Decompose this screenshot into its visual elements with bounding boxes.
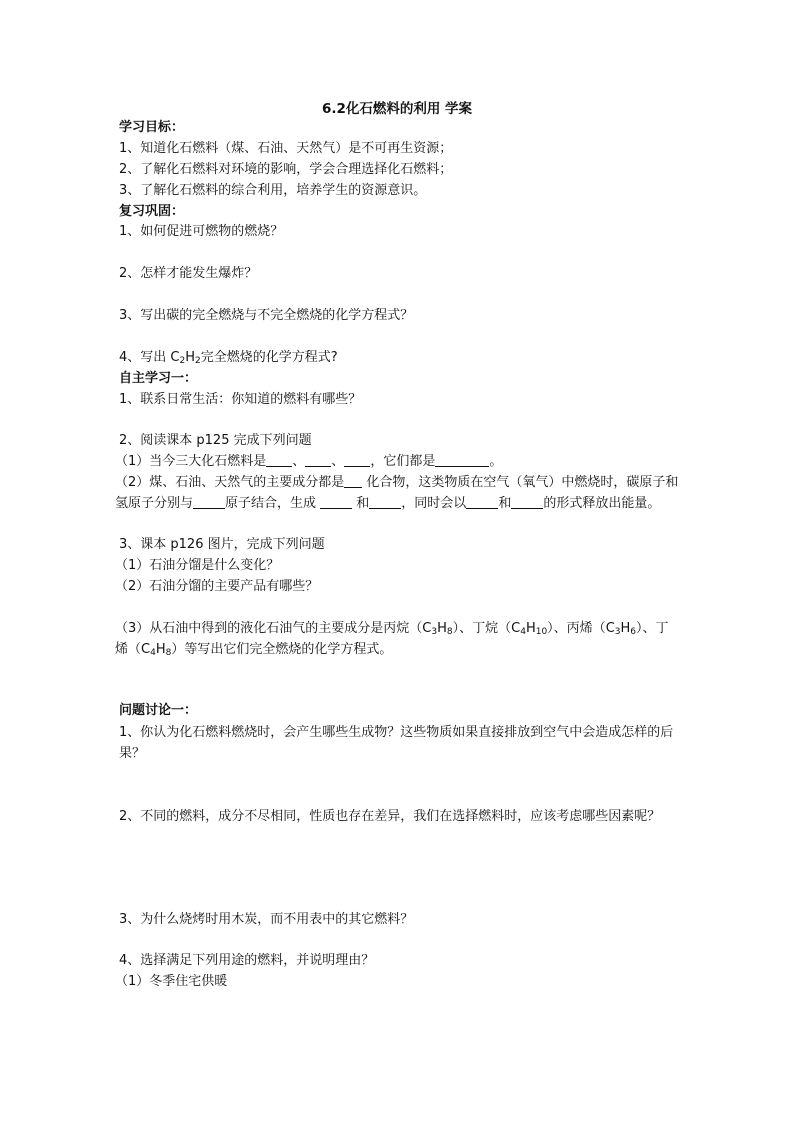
objective-item: 1、知道化石燃料（煤、石油、天然气）是不可再生资源； xyxy=(119,141,453,156)
self-study-question-3-1: （1）石油分馏是什么变化？ xyxy=(115,558,280,573)
self-study-question-1: 1、联系日常生活：你知道的燃料有哪些？ xyxy=(119,392,362,407)
question-text: （2）煤、石油、天然气的主要成分都是 xyxy=(115,475,345,490)
objective-item: 2、了解化石燃料对环境的影响，学会合理选择化石燃料； xyxy=(119,162,453,177)
answer-blank[interactable] xyxy=(344,452,370,467)
question-text: 和 xyxy=(498,496,512,511)
question-text: 、 xyxy=(331,454,345,469)
question-text: 和 xyxy=(352,496,370,511)
q4-text: H xyxy=(185,350,195,365)
review-question-3: 3、写出碳的完全燃烧与不完全燃烧的化学方程式？ xyxy=(119,308,414,323)
self-study-question-2-2 xyxy=(115,472,680,514)
question-text: ，它们都是 xyxy=(370,454,436,469)
question-text: （1）当今三大化石燃料是 xyxy=(115,454,267,469)
discussion-question-1: 1、你认为化石燃料燃烧时，会产生哪些生成物？这些物质如果直接排放到空气中会造成怎样的后果？ xyxy=(119,725,674,761)
review-question-4 xyxy=(119,348,338,368)
question-text: 。 xyxy=(489,454,503,469)
answer-blank[interactable] xyxy=(320,494,352,509)
discussion-question-4: 4、选择满足下列用途的燃料，并说明理由？ xyxy=(119,953,375,968)
discussion-question-2: 2、不同的燃料，成分不尽相同，性质也存在差异，我们在选择燃料时，应该考虑哪些因素呢？ xyxy=(119,809,661,824)
self-study-question-3: 3、课本 p126 图片，完成下列问题 xyxy=(119,537,325,552)
answer-blank[interactable] xyxy=(266,452,292,467)
review-question-2: 2、怎样才能发生爆炸？ xyxy=(119,266,258,281)
objective-item: 3、了解化石燃料的综合利用，培养学生的资源意识。 xyxy=(119,183,427,198)
self-study-question-2-1 xyxy=(115,452,502,472)
discussion-question-3: 3、为什么烧烤时用木炭，而不用表中的其它燃料？ xyxy=(119,912,414,927)
answer-blank[interactable] xyxy=(435,452,489,467)
question-text: 、 xyxy=(292,454,306,469)
question-text: 的形式释放出能量。 xyxy=(543,496,661,511)
self-study-question-3-3: （3）从石油中得到的液化石油气的主要成分是丙烷$(C_3H_8)$、丁烷$(C_4H_{10})$、丙烯$(C_3H_6)$、丁烯$(C_4H_8)$等写出它们完全燃烧的化学方程式。 xyxy=(115,621,669,658)
answer-blank[interactable] xyxy=(511,494,543,509)
discussion-heading: 问题讨论一： xyxy=(119,703,198,718)
self-study-heading: 自主学习一： xyxy=(119,371,198,386)
question-text: 原子结合，生成 xyxy=(225,496,321,511)
question-text: ，同时会以 xyxy=(401,496,467,511)
q4-text: 完全燃烧的化学方程式? xyxy=(200,350,338,365)
discussion-question-4-1: （1）冬季住宅供暖 xyxy=(115,974,228,989)
objectives-heading: 学习目标： xyxy=(119,120,185,135)
review-question-1: 1、如何促进可燃物的燃烧？ xyxy=(119,224,284,239)
answer-blank[interactable] xyxy=(344,473,362,488)
question-text: 化合物，这类物质在空气（氧气）中燃烧时，碳原子和氢原子分别与 xyxy=(115,475,679,511)
q4-subscript: 2 xyxy=(195,356,201,366)
answer-blank[interactable] xyxy=(466,494,498,509)
review-heading: 复习巩固： xyxy=(119,204,185,219)
self-study-question-3-2: （2）石油分馏的主要产品有哪些？ xyxy=(115,579,319,594)
q4-subscript: 2 xyxy=(179,356,186,366)
page-title: 6.2化石燃料的利用 学案 xyxy=(321,101,473,117)
answer-blank[interactable] xyxy=(305,452,331,467)
answer-blank[interactable] xyxy=(369,494,401,509)
self-study-question-2: 2、阅读课本 p125 完成下列问题 xyxy=(119,433,312,448)
answer-blank[interactable] xyxy=(193,494,225,509)
q4-text: 4、写出 C xyxy=(119,350,180,365)
